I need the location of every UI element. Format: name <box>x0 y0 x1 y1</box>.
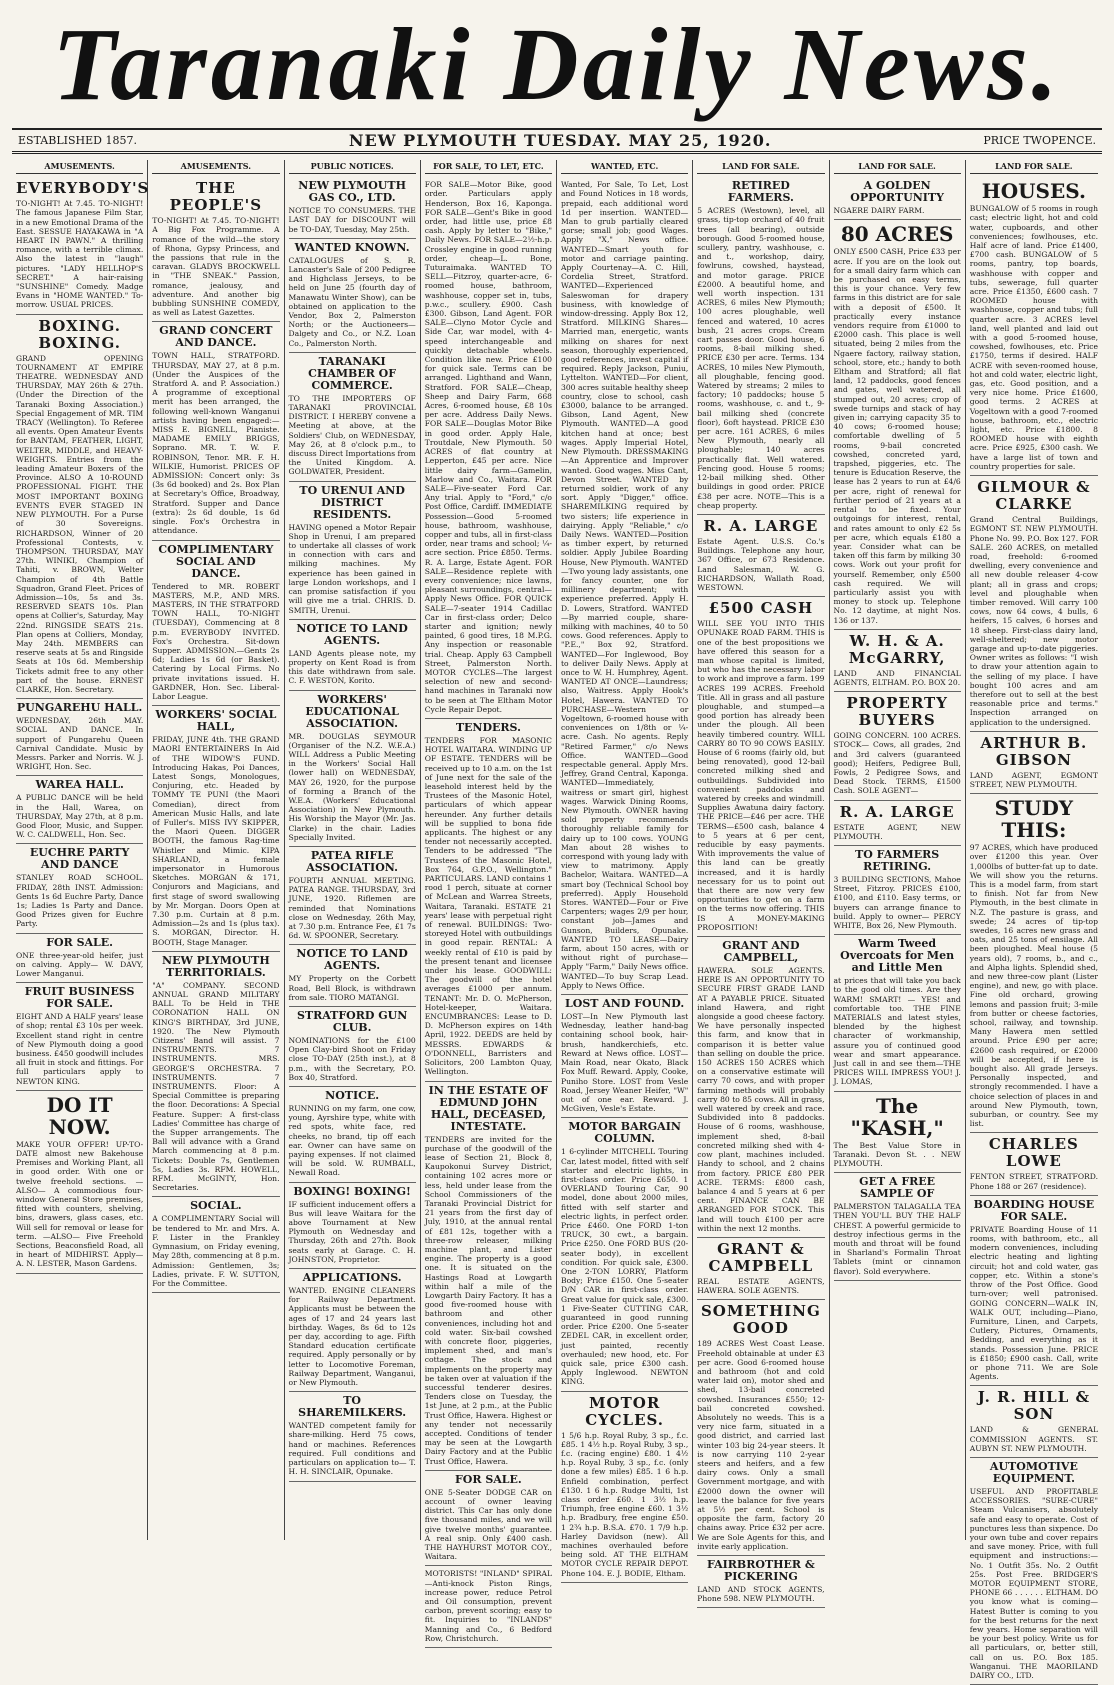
advertisement <box>16 934 143 984</box>
ad-body: HAVING opened a Motor Repair Shop in Urenui, I am prepared to undertake all classes of work in connection with cars and milking machines. My experience has been gained in large London workshops, and I can promise satisfaction if you will give me a trial. CHRIS. D. SMITH, Urenui. <box>288 522 416 615</box>
advertisement <box>152 322 279 540</box>
ad-title: GET A FREE SAMPLE OF <box>859 1175 936 1201</box>
advertisement <box>289 945 416 1007</box>
ad-body: PALMERSTON TALAGALLA TEA THEN YOU'LL BUY THE HALF CHEST. A powerful germicide to destroy infectious germs in the mouth and throat will be found in Sharland's Formalin Throat Tablets (mint or cinnamon flavor). Sold everywhere. <box>833 1202 961 1276</box>
column-7 <box>830 160 966 1540</box>
ad-title: TENDERS. <box>455 720 521 734</box>
advertisement <box>16 699 143 776</box>
ad-title: GILMOUR & CLARKE <box>977 478 1091 514</box>
ad-body: Tendered to MR. ROBERT MASTERS, M.P., AND MRS. MASTERS, IN THE STRATFORD TOWN HALL, TO-NIGHT (TUESDAY), Commencing at 8 p.m. EVERYBODY INVITED. Fox's Orchestra. Sit-down Supper. ADMISSION.—Gents 2s 6d; Ladies 1s 6d (or Basket). Catering by Local Firms. No private invitations issued. H. GARDNER, Hon. Sec. Liberal-Labor League. <box>152 581 280 701</box>
ad-title: WORKERS' EDUCATIONAL ASSOCIATION. <box>305 692 399 730</box>
ad-title: ARTHUR B. GIBSON <box>980 733 1088 769</box>
ad-body: 97 ACRES, which have produced over £1200 this year. Over 1,000lbs of butter-fat up to date. We will show you the returns. This is a model farm, from start to finish. Not far from New Plymouth, in the best climate in N.Z. The pasture is grass, and swede; 24 acres of tip-top swedes, 16 acres new grass and oats, and 25 tons of ensilage. All been ploughed. Meal house (5 years old), 7 rooms, b., and c., and Alpha lights. Splendid shed, and new three-cow plant (Lister engine), and new, go with place. Fine old orchard, growing lemons and passion fruit; 3-mile from butter or cheese factories, school, railway, and township. Many Hawera men settled around. Price £90 per acre; £2600 cash required, or £2000 will be accepted, if here is bought also. All grade Jerseys. Personally inspected, and strongly recommended. I have a choice selection of places in and around New Plymouth, town, suburban, or country. See my list. <box>969 843 1098 1129</box>
ad-body: A COMPLIMENTARY Social will be tendered to Mr. and Mrs. A. F. Lister in the Frankley Gymnasium, on Friday evening, May 28th, commencing at 8 p.m. Admission: Gentlemen, 3s; Ladies, private. F. W. SUTTON, For the Committee. <box>152 1214 280 1288</box>
ad-body: TENDERS FOR MASONIC HOTEL WAITARA. WINDING UP OF ESTATE. TENDERS will be received up to 10 a.m. on the 1st of June next for the sale of the leasehold interest held by the Trustees of the Masonic Hotel, particulars of which appear hereunder. Any further details will be supplied to bona fide applicants. The highest or any tender not necessarily accepted. Tenders to be addressed "The Trustees of the Masonic Hotel, Box 764, G.P.O., Wellington." PARTICULARS. LAND contains 1 rood 1 perch, situate at corner of McLean and Warrea Streets, Waitara, Taranaki. ESTATE 21 years' lease with perpetual right of renewal. BUILDINGS: Two-storeyed Hotel with outbuildings in good repair. RENTAL: A weekly rental of £10 is paid by the present tenant and licensee under his lease. GOODWILL: The goodwill of the hotel averages £1000 per annum. TENANT: Mr. D. O. McPherson, Hotel-keeper, Waitara. ENCUMBRANCES: Lease to D. D. McPherson expires on 14th April, 1922. DEEDS are held by MESSRS. EDWARDS & O'DONNELL, Barristers and Solicitors, 200 Lambton Quay, Wellington. <box>424 735 552 1077</box>
column-6 <box>693 160 829 1604</box>
ad-title: NOTICE TO LAND AGENTS. <box>296 621 408 647</box>
advertisement <box>697 1556 824 1608</box>
advertisement <box>834 801 961 846</box>
ad-body: GRAND OPENING TOURNAMENT AT EMPIRE THEATRE. WEDNESDAY AND THURSDAY, MAY 26th & 27th. (Under the Direction of the Taranaki Boxing Association.) Special Engagement of MR. TIM TRACY (Wellington). To Referee all events. Open Amateur Events for BANTAM, FEATHER, LIGHT, WELTER, MIDDLE, and HEAVY-WEIGHTS. Entries from the leading Amateur Boxers of the Province. ALSO A 10-ROUND PROFESSIONAL FIGHT. THE MOST IMPORTANT BOXING EVENTS EVER STAGED IN NEW PLYMOUTH. For a Purse of 30 Sovereigns. RICHARDSON, Winner of 20 Professional Contests, v. THOMPSON. THURSDAY, MAY 27th. WINIKI, Champion of Tahiti, v. BROWN, Welter Champion of 4th Battle Squadron, Grand Fleet. Prices of Admission—10s, 5s and 3s. RESERVED SEATS 10s. Plan opens at Collier's, Saturday, May 22nd. RINGSIDE SEATS 21s. Plan opens at Colliers, Monday, May 24th. MEMBERS can reserve seats at 5s and Ringside Seats at 10s 6d. Membership Tickets admit free to any other part of the house. ERNEST CLARKE, Hon. Secretary. <box>16 353 144 694</box>
ad-body: MOTORISTS! "INLAND" SPIRAL—Anti-knock Piston Rings, increase power, reduce Petrol and Oil consumption, prevent carbon, prevent scoring; easy to fit. Inquiries to "INLANDS" Manning and Co., 6 Bedford Row, Christchurch. <box>424 1569 552 1643</box>
ad-body: TO-NIGHT! At 7.45. TO-NIGHT! The famous Japanese Film Star, in a new Emotional Drama of the East. SESSUE HAYAKAWA in "A HEART IN PAWN." A thrilling romance, with a terrible climax. Also the latest in "laugh" pictures. "LADY HELLHOP'S SECRET." A hair-raising "SUNSHINE" Comedy. Madge Evans in "HOME WANTED." To-morrow. USUAL PRICES. <box>16 199 144 310</box>
ad-title: TO URENUI AND DISTRICT RESIDENTS. <box>299 483 405 521</box>
ad-body: TENDERS are invited for the purchase of the goodwill of the lease of Section 21, Block 8, Kaupokonui Survey District, containing 102 acres more or less, held under lease from the School Commissioners of the Taranaki Provincial District for 21 years from the first day of July, 1910, at the annual rental of £81 12s, together with a three-row releaser, milking machine plant, and Lister engine. The property is a good one. It is situated on the Hastings Road at Lowgarth within half a mile of the Lowgarth Dairy Factory. It has a good five-roomed house with bathroom and other conveniences, including hot and cold water. Six-bail cowshed with concrete floor, piggeries, implement shed, and man's cottage. The stock and implements on the property may be taken over at valuation if the successful tenderer desires. Tenders close on Tuesday, the 1st June, at 2 p.m., at the Public Trust Office, Hawera. Highest or any tender not necessarily accepted. Conditions of tender may be seen at the Lowgarth Dairy Factory and at the Public Trust Office, Hawera. <box>424 1134 552 1466</box>
ad-title: COMPLIMENTARY SOCIAL AND DANCE. <box>158 542 274 580</box>
advertisement <box>970 1196 1098 1386</box>
ad-title: NEW PLYMOUTH GAS CO., LTD. <box>298 179 406 205</box>
ad-title: BOXING! BOXING! <box>293 1184 411 1198</box>
advertisement <box>16 177 150 314</box>
ad-title: TARANAKI CHAMBER OF COMMERCE. <box>308 354 397 392</box>
ad-title: PATEA RIFLE ASSOCIATION. <box>306 848 398 874</box>
ad-title: WANTED KNOWN. <box>294 240 410 254</box>
ad-body: FENTON STREET, STRATFORD. Phone 188 or 267 (residence). <box>969 1172 1098 1191</box>
ad-title: MOTOR BARGAIN COLUMN. <box>568 1120 681 1146</box>
ad-title: HOUSES. <box>981 179 1086 204</box>
ad-body: ONE 5-Seater DODGE CAR on account of owner leaving district. This Car has only done five thousand miles, and we will give twelve months' guarantee. A real snip. Only £400 cash. THE HAYHURST MOTOR COY., Waitara. <box>424 1487 552 1562</box>
advertisement <box>289 1392 416 1481</box>
ad-body: 3 BUILDING SECTIONS, Mahoe Street, Fitzroy. PRICES £100, £100, and £110. Easy terms, or buyers can arrange finance to build. Apply to owner— PERCY WHITE, Box 26, New Plymouth. <box>833 874 961 930</box>
ad-body: LAND Agents please note, my property on Kent Road is from this date withdrawn from sale. C. F. WESTON, Korito. <box>288 648 416 686</box>
ad-title: STRATFORD GUN CLUB. <box>296 1008 408 1034</box>
ad-body: LAND AND FINANCIAL AGENTS, ELTHAM. P.O. BOX 20. <box>833 668 961 687</box>
advertisement <box>425 177 552 719</box>
advertisement <box>16 844 143 933</box>
ad-body: ONLY £500 CASH, Price £33 per acre. If you are on the look out for a small dairy farm which can be purchased on easy terms, this is your chance. Very few farms in this district are for sale with a deposit of £500. It practically every instance vendors require from £1000 to £2000 cash. This place is well situated, being 2 miles from the Ngaere factory, railway station, school, store, etc.; handy to both Eltham and Stratford; all flat land, 12 paddocks, good fences and gates, well watered, all stumped out, 20 acres; crop of swede turnips and stack of hay given in; carrying capacity 35 to 40 cows; 6-roomed house; comfortable dwelling of 5 rooms, 9-bail concreted cowshed, concreted yard, trapshed, piggeries, etc. The tenure is Education Reserve, the lease has 2 years to run at £4/6 per acre, right of renewal for further period of 21 years at a rental to be fixed. Your outgoings for interest, rental, and rates amount to only £2 5s per acre, which equals £180 a year. Consider what can be taken off this farm by milking 30 cows. Work out your profit for yourself. Remember, only £500 cash required. We will particularly assist you with money to stock up. Telephone No. 12 daytime, at night Nos. 136 or 137. <box>833 247 961 625</box>
advertisement <box>16 776 143 844</box>
advertisement <box>561 1392 688 1583</box>
ad-title: NOTICE. <box>325 1089 380 1102</box>
ad-body: PRIVATE Boarding House of 11 rooms, with bathroom, etc., all modern conveniences, including electric heating and lighting circuit; hot and cold water, gas copper, etc. Within a stone's throw of the Post Office. Good turn-over; well patronised. GOING CONCERN—WALK IN, WALK OUT, including—Piano, Furniture, Linen, and Carpets, Cutlery, Pictures, Ornaments, Bedding, and everything as it stands. Possession June. PRICE is £1850; £900 cash. Call, write or phone 711. We are Sole Agents. <box>969 1224 1098 1382</box>
column-3 <box>285 160 421 1540</box>
ad-body: 1 5/6 h.p. Royal Ruby, 3 sp., f.c. £85. 1 4½ h.p. Royal Ruby, 3 sp., f.c. (racing engine) £80. 1 4½ h.p. Royal Ruby, 3 sp., f.c. (only done a few miles) £85. 1 6 h.p. Enfield combination, perfect £130. 1 6 h.p. Rudge Multi, 1st class order £60. 1 3½ h.p. Triumph, free engine £60. 1 3½ h.p. Bradbury, free engine £50. 1 2¾ h.p. B.S.A. £70. 1 7/9 h.p. Harley Davidson (new). All machines overhauled before being sold. AT THE ELTHAM MOTOR CYCLE REPAIR DEPOT. Phone 104. E. J. BODIE, Eltham. <box>561 1430 689 1578</box>
ad-body: Wanted, For Sale, To Let, Lost and Found Notices in 18 words, prepaid, each additional word 1d per insertion. WANTED—Man to grub partially cleared gorse; small job; good Wages. Apply "X," News office. WANTED—Smart youth for motor and carriage painting. Apply Courtenay—A. C. Hill, Cordelia Street, Stratford. WANTED—Experienced Saleswoman for drapery business, with knowledge of window-dressing. Apply Box 12, Stratford. MILKING Shares—Married man, energetic, wants milking on shares for next season, thoroughly experienced, good references, invest capital if required. Reply Jackson, Puniu, Lyttelton. WANTED—For client, 300 acres suitable healthy sheep country, close to school, cash £3000, balance to be arranged. Gibson, Land Agent, New Plymouth. WANTED—A good kitchen hand at once; best wages. Apply Imperial Hotel, New Plymouth. DRESSMAKING—An Apprentice and Improver wanted. Good wages. Miss Cant, Devon Street. WANTED by returned soldier, work of any sort. Apply "Digger," office. SHAREMILKING required by two sisters; life experience in dairying. Apply "Reliable," c/o Daily News. WANTED—Position as timber expert, by returned soldier. Apply Jubilee Boarding House, New Plymouth. WANTED—Two young lady assistants, one for fancy counter, one for millinery department; with experience preferred. Apply H. D. Lowers, Stratford. WANTED—By married couple, share-milking with machines, 40 to 50 cows. Good references. Apply to "P.E.," Box 92, Stratford. WANTED—For Inglewood, Boy to deliver Daily News. Apply at once to W. H. Humphrey, Agent. WANTED AT ONCE—Laundress; also, Waitress. Apply Hook's Hotel, Hawera. WANTED TO PURCHASE—Western or Vogeltown, 6-roomed house with conveniences on 1/8th or ¼-acre. Cash. No agents. Reply "Retired Farmer," c/o News Office. WANTED—Good respectable general. Apply Mrs. Jeffrey, Grand Central, Kaponga. WANTED—Immediately, waitress or smart girl, highest wages. Warwick Dining Rooms, New Plymouth. OWNER having sold property recommends thoroughly reliable family for dairy up to 100 cows. YOUNG Man about 28 wishes to correspond with young lady with view to matrimony. Apply Bachelor, Waitara. WANTED—A smart boy (Technical School boy preferred). Apply Household Stores. WANTED—Four or Five Carpenters; wages 2/9 per hour, constant job—James and Gunson, Builders, Opunake. WANTED TO LEASE—Dairy farm, about 150 acres, with or without right of purchase—Apply "Farm," Daily News office. WANTED—To buy Scrap Lead. Apply to News Office. <box>561 180 689 990</box>
ad-body: NOMINATIONS for the £100 Open Clay-bird Shoot on Friday close TO-DAY (25th inst.), at 8 p.m., with the Secretary, P.O. Box 40, Stratford. <box>288 1035 416 1082</box>
ad-title: DO IT NOW. <box>46 1092 113 1139</box>
advertisement <box>561 1118 688 1391</box>
advertisement <box>970 1133 1098 1195</box>
advertisement <box>289 1269 416 1392</box>
advertisement <box>561 177 688 995</box>
advertisement <box>289 177 416 239</box>
ad-title: A GOLDEN OPPORTUNITY <box>850 179 944 205</box>
advertisement <box>425 719 552 1082</box>
issue-date: NEW PLYMOUTH TUESDAY. MAY 25, 1920. <box>348 131 772 150</box>
advertisement <box>834 1173 961 1281</box>
column-4 <box>421 160 557 1643</box>
advertisement <box>834 630 961 692</box>
advertisement <box>834 177 961 220</box>
ad-body: WEDNESDAY, 26th MAY. SOCIAL AND DANCE. In support of Pungarehu Queen Carnival Candidate. Music by Messrs. Parker and Norris. W. J. WRIGHT, Hon. Sec. <box>16 716 144 772</box>
ad-title: R. A. LARGE <box>839 802 955 821</box>
advertisement <box>834 1092 961 1174</box>
ad-title: GRANT & CAMPBELL <box>708 1239 814 1275</box>
ad-body: STANLEY ROAD SCHOOL. FRIDAY, 28th INST. Admission: Gents 1s 6d Euchre Party, Dance 1s; Ladies 1s Party and Dance. Good Prizes given for Euchre Party. <box>16 873 144 929</box>
ad-title: MOTOR CYCLES. <box>585 1393 665 1429</box>
ad-body: 1 6-cylinder MITCHELL Touring Car, latest model, fitted with self starter and electric lights, in first-class order. Price £650. 1 OVERLAND Touring Car, 90 model, done about 2000 miles, fitted with self starter and electric lights, in perfect order. Price £460. One FORD 1-ton TRUCK, 30 cwt., a bargain. Price £250. One FORD BUS (20-seater body), in excellent condition. For quick sale, £300. One 2-TON LORRY, Platform Body; Price £150. One 5-seater D/N CAR in first-class order. Great value for quick sale, £300. 1 Five-Seater CUTTING CAR, guaranteed in good running order. Price £200. One 5-seater ZEDEL CAR, in excellent order, just painted, recently overhauled; new hood, etc. For quick sale, price £300 cash. Apply Inglewood. NEWTON KING. <box>561 1147 689 1387</box>
advertisement <box>970 794 1098 1133</box>
ad-title: STUDY THIS: <box>994 796 1074 843</box>
ad-title: RETIRED FARMERS. <box>727 179 794 205</box>
advertisement <box>289 482 416 620</box>
ad-body: LAND AGENT, EGMONT STREET, NEW PLYMOUTH. <box>969 770 1098 789</box>
ad-body: LOST—In New Plymouth last Wednesday, leather hand-bag containing school book, hair-brush, handkerchiefs, etc. Reward at News office. LOST—Main Road, near Okato, Black Fox Muff. Reward. Apply, Cooke, Puniho Store. LOST from Vesle Road, Jersey Weaner Heifer, "W" out of one ear. Reward. J. McGiven, Vesle's Estate. <box>561 1012 689 1114</box>
ad-body: Grand Central Buildings, EGMONT ST. NEW PLYMOUTH. Phone No. 99. P.O. Box 127. FOR SALE. 260 ACRES, on metalled road, freehold: 6-roomed dwelling, every convenience and all new double releaser 4-cow plant; all in grass and crops; level and ploughable when timber removed. Will carry 100 cows, now 64 cows, 4 bulls, 6 heifers, 15 calves, 6 horses and 18 sheep. First-class dairy land, well-sheltered; new motor garage and up-to-date piggeries. Owner writes as follows: "I wish to draw your attention again to the selling of my place. I have bought 100 acres and am therefore out to sell at the best reasonable price and terms." Inspection arranged on application to the undersigned. <box>969 515 1098 727</box>
ad-title: BOARDING HOUSE FOR SALE. <box>973 1197 1095 1223</box>
advertisement <box>16 1091 143 1274</box>
column-heading: LAND FOR SALE. <box>970 160 1098 174</box>
ad-title: LOST AND FOUND. <box>565 997 685 1011</box>
ad-title: GRAND CONCERT AND DANCE. <box>159 324 273 350</box>
ad-title: J. R. HILL & SON <box>977 1388 1091 1424</box>
ad-title: WAREA HALL. <box>35 778 124 792</box>
ad-title: NEW PLYMOUTH TERRITORIALS. <box>162 953 270 979</box>
advertisement <box>834 935 961 1091</box>
columns-container <box>12 160 1102 1680</box>
ad-body: FRIDAY, JUNE 4th. THE GRAND MAORI ENTERTAINERS In Aid of THE WIDOW'S FUND. Introducing Hakas, Poi Dances, Latest Songs, Monologues, Conjuring, etc. Headed by TOMMY TE PUNI (the Maori Comedian), direct from American Music Halls, and late of Fuller's. MISS IVY SKIPPER, the Maori Queen. DIGGER BOOTH, the famous Rag-time Whistler and Mimic. KIPA SHARLAND, a female impersonator in Humorous Sketches. MORGAN & 171, Conjurors and Magicians, and first stage of sword swallowing by Mr. Morgan. Doors Open at 7.30 p.m. Curtain at 8 p.m. Admission—2s and 1s (plus tax). S. MORGAN, Director. H. BOOTH, Stage Manager. <box>152 735 280 947</box>
ad-title: IN THE ESTATE OF EDMUND JOHN HALL, DECEASED, INTESTATE. <box>428 1083 549 1133</box>
ad-title: W. H. & A. McGARRY, <box>848 631 946 667</box>
advertisement <box>425 1471 552 1567</box>
ad-body: Estate Agent. U.S.S. Co.'s Buildings. Telephone any hour, 367 Office, or 673 Residence. Land Salesman, W. G. RICHARDSON, Wallath Road, WESTOWN. <box>697 536 825 592</box>
ad-title: APPLICATIONS. <box>302 1271 402 1285</box>
ad-body: LAND AND STOCK AGENTS, Phone 598. NEW PLYMOUTH. <box>697 1585 825 1604</box>
advertisement <box>289 691 416 847</box>
ad-body: TO-NIGHT! At 7.45. TO-NIGHT! A Big Fox Programme. A romance of the wild—the story of Rhona, Gypsy Princess, and the passions that rule in the caravan. GLADYS BROCKWELL in "THE SNEAK." Passion, romance, jealousy, and adventure. And another big bubbling SUNSHINE COMEDY, as well as Latest Gazettes. <box>152 216 280 318</box>
ad-title: FRUIT BUSINESS FOR SALE. <box>24 985 135 1011</box>
ad-body: FOURTH ANNUAL MEETING. PATEA RANGE. THURSDAY, 3rd JUNE, 1920. Riflemen are reminded that Nominations close on Wednesday, 26th May, at 7.30 p.m. Entrance Fee, £1 7s 6d. W. SPOONER, Secretary. <box>288 875 416 941</box>
advertisement <box>425 1082 552 1471</box>
ad-title: THE PEOPLE'S <box>169 179 263 215</box>
ad-body: at prices that will take you back to the good old times. Are they WARM! SMART! — YES! and comfortable too. THE FINE MATERIALS and latest styles, blended by the highest character of workmanship, assure you of continued good wear and smart appearance. Just call in and see them—THE PRICES WILL IMPRESS YOU! J. J. LOMAS, <box>833 976 961 1087</box>
ad-body: "A" COMPANY. SECOND ANNUAL GRAND MILITARY BALL To be Held in THE CORONATION HALL ON KING'S BIRTHDAY, 3rd JUNE, 1920. The New Plymouth Citizens' Band will assist. 7 INSTRUMENTS. 7 INSTRUMENTS. MRS. GEORGE'S ORCHESTRA. 7 INSTRUMENTS. 7 INSTRUMENTS. Floor: A Special Committee is preparing the floor. Decorations: A Special Feature. Supper: A first-class Ladies' Committee has charge of the Supper arrangements. The Ball will advance with a Grand March commencing at 8 p.m. Tickets: Double 7s, Gentlemen 5s, Ladies 3s. RFM. HOWELL, RFM. McGINTY, Hon. Secretaries. <box>152 980 280 1193</box>
ad-body: The Best Value Store in Taranaki. Devon St. . . NEW PLYMOUTH. <box>833 1140 961 1169</box>
ad-title: TO SHAREMILKERS. <box>298 1394 407 1420</box>
ad-title: PROPERTY BUYERS <box>846 694 948 730</box>
ad-title: GRANT AND CAMPBELL, <box>722 939 800 965</box>
advertisement <box>16 315 143 700</box>
ad-title: £500 CASH <box>708 599 814 618</box>
advertisement <box>152 177 279 322</box>
ad-body: 5 ACRES (Westown), level, all grass, tip-top orchard of 40 fruit trees (all bearing), outside borough. Good 5-roomed house, scullery, pantry, washhouse, c. and t., workshop, dairy, fowlruns, cowshed, haystead, and motor garage. PRICE £2000. A beautiful home, and well worth inspection. 131 ACRES, 6 miles New Plymouth; 100 acres ploughable, well fenced and watered, 10 acres bush, 21 acres crops. Cream cart passes door. Good house, 6 rooms, 8-bail milking shed. PRICE £30 per acre. Terms. 134 ACRES, 10 miles New Plymouth, all ploughable, fencing good. Watered by streams; 2 miles to factory; 10 paddocks; house 5 rooms, washhouse, c. and t., 9-bail milking shed (concrete floor), 6oft haystead. PRICE £30 per acre. 161 ACRES, 6 miles New Plymouth, nearly all ploughable; 140 acres practically flat. Well watered. Fencing good. House 5 rooms; 12-bail milking shed. Other buildings in good order. PRICE £38 per acre. NOTE—This is a cheap property. <box>697 206 825 510</box>
ad-title: R. A. LARGE <box>703 516 819 535</box>
advertisement <box>970 476 1098 732</box>
established-note: ESTABLISHED 1857. <box>18 134 137 147</box>
price-note: PRICE TWOPENCE. <box>983 134 1096 147</box>
advertisement <box>697 597 824 937</box>
masthead <box>12 6 1102 124</box>
ad-body: FOR SALE—Motor Bike, good order. Particulars apply Henderson, Box 16, Kaponga. FOR SALE—Gent's Bike in good order, had little use, price £8 cash. Apply by letter to "Bike," Daily News. FOR SALE—2½-h.p. Crossley engine in good running order, cheap—L. Bone, Tuturaimaka. WANTED TO SELL—Fitzroy, quarter-acre, 6-roomed house, bathroom, washhouse, copper set in, tubs, p.w.c., scullery. £900. Cash £300. Gibson, Land Agent. FOR SALE—Clyno Motor Cycle and Side Car, war model, with 4-speed interchangeable and quickly detachable wheels. Condition like new. Price £100 for quick sale. Terms can be arranged. Lighthand and Wann, Stratford. FOR SALE—Cheap, Sheep and Dairy Farm, 668 Acres, 6-roomed house, £8 10s per acre. Address Daily News. FOR SALE—Douglas Motor Bike in good order. Apply Hale, Troutdale, New Plymouth. 50 ACRES of flat country at Lepperton, £45 per acre. Nice little dairy farm—Gamelin, Marlow and Co., Waitara. FOR SALE—Five-seater Ford Car. Any trial. Apply to "Ford," c/o Post Office, Cardiff. IMMEDIATE Possession—Good 5-roomed house, bathroom, washhouse, copper and tubs, all in first-class order, near trams and school; ¼-acre section. Price £850. Terms. R. A. Large, Estate Agent. FOR SALE—Residence replete with every convenience; nice lawns, pleasant surroundings, central—Apply News Office. FOR QUICK SALE—7-seater 1914 Cadillac Car in first-class order; Delco starter and ignition; newly painted, 6 good tires, 18 M.P.G. Any inspection or reasonable trial. Cheap. Apply 63 Campbell Street, Palmerston North. MOTOR CYCLES—The largest selection of new and second-hand machines in Taranaki now to be seen at The Eltham Motor Cycle Repair Depot. <box>424 180 552 714</box>
advertisement <box>834 220 961 629</box>
advertisement <box>697 1300 824 1556</box>
advertisement <box>970 1386 1098 1458</box>
column-1 <box>12 160 148 1540</box>
ad-title: EVERYBODY'S <box>16 179 150 198</box>
advertisement <box>970 732 1098 794</box>
ad-body: CATALOGUES of S. R. Lancaster's Sale of 200 Pedigree and Highclass Jerseys, to be held on June 25 (fourth day of Manawatu Winter Show), can be obtained on application to the Vendor, Box 2, Palmerston North; or the Auctioneers—Dalgety and Co., or N.Z. Loan Co., Palmerston North. <box>288 255 416 348</box>
ad-body: 189 ACRES West Coast Lease. Freehold obtainable at under £3 per acre. Good 6-roomed house and bathroom (hot and cold water laid on), motor shed and shed, 13-bail concreted cowshed. Insurances £550; 12-bail concreted cowshed. Absolutely no weeds. This is a very nice farm, situated in a good district, and carried last winter 103 big 24-year steers. It is now carrying 110 2-year steers and heifers, and a few dairy cows. Only a small Government mortgage, and with £2000 down the owner will leave the balance for five years at 5½ per cent. School is opposite the farm, factory 20 chains away. Price £32 per acre. We are Sole Agents for this, and invite early application. <box>697 1339 825 1551</box>
column-heading: LAND FOR SALE. <box>834 160 961 174</box>
ad-title: CHARLES LOWE <box>988 1135 1079 1171</box>
ad-body: WANTED competent family for share-milking. Herd 75 cows, hand or machines. References required. Full conditions and particulars on application to— T. H. H. SINCLAIR, Opunake. <box>288 1421 416 1477</box>
advertisement <box>834 692 961 800</box>
column-5 <box>557 160 693 1578</box>
advertisement <box>970 177 1098 476</box>
column-heading: LAND FOR SALE. <box>697 160 824 174</box>
ad-body: TOWN HALL, STRATFORD. THURSDAY, MAY 27, at 8 p.m. (Under the Auspices of the Stratford A. and P. Association.) A programme of exceptional merit has been arranged, the following well-known Wanganui artists having been engaged:— MISS E. BIGNELL, Pianiste. MADAME EMILY BRIGGS, Soprano. MR. T. W. F. ROBINSON, Tenor. MR. F. H. WILKIE, Humorist. PRICES OF ADMISSION: Concert only: 3s (3s 6d booked) and 2s. Box Plan at Secretary's Office, Broadway, Stratford. Supper and Dance (extra): 2s 6d double, 1s 6d single. Fox's Orchestra in attendance. <box>152 351 280 536</box>
ad-title: FOR SALE. <box>454 1472 522 1486</box>
ad-body: ONE three-year-old heifer, just on calving. Apply— W. DAVY, Lower Manganui. <box>16 950 144 979</box>
advertisement <box>834 846 961 935</box>
ad-title: The "KASH," <box>850 1093 944 1140</box>
ad-body: BUNGALOW of 5 rooms in rough cast; electric light, hot and cold water, cupboards, and other conveniences; fowlhouses, etc. Half acre of land. Price £1400, £700 cash. BUNGALOW of 5 rooms, pantry, top boards, washhouse with copper and tubs, sewerage, full quarter acre. Price £1350, £600 cash. 7 ROOMED house with washhouse, copper and tubs; full quarter acre. 3 ACRES level land, well planted and laid out with a good 5-roomed house, cowshed, fowlhouses, etc. Price £1750, terms if desired. HALF ACRE with seven-roomed house, hot and cold water, electric light, gas, etc. Good position, and a very nice home. Price £1600, good terms. 2 ACRES at Vogeltown with a good 7-roomed house, bathroom, etc., electric light, etc. Price £1800. 8 ROOMED house with eighth acre. Price £925, £300 cash. We have a large list of town and country properties for sale. <box>969 204 1098 471</box>
advertisement <box>152 541 279 707</box>
newspaper-title: Taranaki Daily News. <box>52 7 1062 122</box>
advertisement <box>697 937 824 1238</box>
advertisement <box>289 847 416 945</box>
ad-body: EIGHT AND A HALF years' lease of shop; rental £3 10s per week. Excellent stand right in centre of New Plymouth doing a good business. £450 goodwill includes all fruit in stock and fittings. For full particulars apply to NEWTON KING. <box>16 1012 144 1086</box>
ad-body: TO THE IMPORTERS OF TARANAKI PROVINCIAL DISTRICT. I HEREBY convene a Meeting at above, at the Soldiers' Club, on WEDNESDAY, May 26, at 8 o'clock p.m., to discuss Direct Importations from the United Kingdom. A. GOLDWATER, President. <box>288 393 416 477</box>
ad-body: NGAERE DAIRY FARM. <box>833 206 925 216</box>
advertisement <box>697 177 824 515</box>
ad-title: Warm Tweed Overcoats for Men and Little Men <box>840 937 955 975</box>
ad-title: 80 ACRES <box>840 222 954 247</box>
advertisement <box>289 620 416 691</box>
ad-body: A PUBLIC DANCE will be held in the Hall, Warea, on THURSDAY, May 27th, at 8 p.m. Good Floor, Music, and Supper. W. C. CALDWELL, Hon. Sec. <box>16 793 144 840</box>
advertisement <box>289 353 416 482</box>
ad-body: ESTATE AGENT, NEW PLYMOUTH. <box>833 822 961 841</box>
ad-title: WORKERS' SOCIAL HALL, <box>155 708 277 734</box>
ad-body: LAND & GENERAL COMMISSION AGENTS. ST. AUBYN ST. NEW PLYMOUTH. <box>969 1425 1098 1453</box>
advertisement <box>289 1183 416 1269</box>
ad-title: AUTOMOTIVE EQUIPMENT. <box>989 1459 1078 1485</box>
advertisement <box>561 995 688 1118</box>
dateline <box>12 128 1102 154</box>
ad-title: SOCIAL. <box>190 1199 242 1213</box>
ad-body: WANTED. ENGINE CLEANERS for Railway Department. Applicants must be between the ages of 17 and 24 years last birthday. Wages, 8s 6d to 12s per day, according to age. Fifth Standard education certificate required. Apply personally or by letter to Locomotive Foreman, Railway Department, Wanganui, or New Plymouth. <box>288 1286 416 1388</box>
ad-body: MAKE YOUR OFFER! UP-TO-DATE almost new Bakehouse Premises and Working Plant, all in good order. With one or twelve freehold sections. —ALSO— A commodious four-window General Store premises, fitted with counters, shelving, bins, drawers, glass cases, etc. Will sell for removal or lease for term. —ALSO— Five Freehold Sections, Beaconsfield Road, all in heart of MIDHIRST. Apply— A. N. LESTER, Mason Gardens. <box>16 1139 144 1269</box>
advertisement <box>697 1238 824 1300</box>
advertisement <box>289 239 416 353</box>
advertisement <box>697 515 824 597</box>
ad-body: WILL SEE YOU INTO THIS OPUNAKE ROAD FARM. THIS is one of the best propositions we have offered this season for a man whose capital is limited, but who has the necessary labor to work and improve a farm. 199 ACRES 199 ACRES. Freehold Title. All in grass and all pasture ploughable, and stumped—a good portion has already been under the plough. All been heavily timbered country. WILL CARRY 80 TO 90 COWS EASILY. House of 6 rooms (fairly old, but being renovated), good 12-bail concreted milking shed and outbuildings. Subdivided into convenient paddocks and watered by creeks and windmill. Supplies Awatuna dairy factory. THE PRICE—£46 per acre. THE TERMS—£500 cash, balance 4 to 5 years at 6 per cent, reducible by easy payments. With improvements the value of this land can be greatly increased, and it is hardly necessary for us to point out that there are now very few opportunities to get on a farm on the terms now offering. THIS IS A MONEY-MAKING PROPOSITION! <box>697 619 825 932</box>
advertisement <box>16 983 143 1091</box>
column-heading: AMUSEMENTS. <box>152 160 279 174</box>
advertisement <box>289 1007 416 1087</box>
ad-title: EUCHRE PARTY AND DANCE <box>29 846 130 872</box>
ad-body: IF sufficient inducement offers a Bus will leave Waitara for the above Tournament at New Plymouth on Wednesday and Thursday, 26th and 27th. Book seats early at Garage. C. H. JOHNSTON, Proprietor. <box>288 1199 416 1264</box>
ad-body: GOING CONCERN. 100 ACRES. STOCK— Cows, all grades, 2nd and 3rd calvers (guaranteed good); Heifers, Pedigree Bull, Fowls, 2 Pedigree Sows, and Dead Stock. TERMS, £1500 Cash. SOLE AGENT— <box>833 731 961 796</box>
ad-title: FOR SALE. <box>46 935 114 949</box>
ad-body: USEFUL AND PROFITABLE ACCESSORIES. "SURE-CURE" Steam Vulcanisers, absolutely safe and easy to operate. Cost of punctures less than sixpence. Do your own tube and cover repairs and save money. Price, with full equipment and instructions:— No. 1 Outfit 35s. No. 2 Outfit 25s. Post Free. BRIDGER'S MOTOR EQUIPMENT STORE, PHONE 66 . . . . . . ELTHAM. DO you know what is coming—Hatest Butter is coming to you for the best returns for the next few years. Home separation will be your best policy. Write us for all particulars, or, better still, call on us. P.O. Box 185. Wanganui. THE MAORILAND DAIRY CO., LTD. <box>969 1486 1098 1680</box>
ad-title: SOMETHING GOOD <box>700 1302 821 1338</box>
column-8 <box>966 160 1102 1680</box>
ad-title: FAIRBROTHER & PICKERING <box>706 1558 815 1583</box>
ad-title: PUNGAREHU HALL. <box>16 701 143 715</box>
ad-title: BOXING. BOXING. <box>38 316 121 352</box>
column-heading: WANTED, ETC. <box>561 160 688 174</box>
ad-body: REAL ESTATE AGENTS, HAWERA. SOLE AGENTS. <box>697 1276 825 1296</box>
advertisement <box>970 1458 1098 1685</box>
ad-body: HAWERA. SOLE AGENTS. HERE IS AN OPPORTUNITY TO SECURE FIRST GRADE LAND AT A PAYABLE PRICE. Situated inland Hawera, and right alongside a good cheese factory. We have personally inspected this farm, and know that in comparison it is better value than selling on double the price. 150 ACRES 150 ACRES which on a conservative estimate will carry 70 cows, and with proper farming methods will probably carry 80 to 85 cows. All in grass, well watered by creek and race. Subdivided into 8 paddocks. House of 6 rooms, washhouse, implement shed, 8-bail concreted milking shed with 4-cow plant, machines included. Handy to school, and 2 chains from factory. PRICE £80 PER ACRE. TERMS: £800 cash, balance 4 and 5 years at 6 per cent. FINANCE CAN BE ARRANGED FOR STOCK. This land will touch £100 per acre within the next 12 months. <box>697 966 825 1233</box>
ad-title: TO FARMERS RETIRING. <box>855 847 940 873</box>
ad-body: MY Property on the Corbett Road, Bell Block, is withdrawn from sale. TIORO MATANGI. <box>288 974 416 1002</box>
advertisement <box>152 952 279 1198</box>
advertisement <box>152 1197 279 1293</box>
ad-body: MR. DOUGLAS SEYMOUR (Organiser of the N.Z. W.E.A.) WILL Address a Public Meeting in the Workers' Social Hall (lower hall) on WEDNESDAY, MAY 26, 1920, for the purpose of forming a Branch of the W.E.A. (Workers' Educational Association) in New Plymouth. His Worship the Mayor (Mr. Jas. Clarke) in the chair. Ladies Specially Invited. <box>288 731 416 842</box>
advertisement <box>152 706 279 952</box>
advertisement <box>289 1087 416 1183</box>
column-2 <box>148 160 284 1540</box>
ad-title: NOTICE TO LAND AGENTS. <box>296 947 408 973</box>
column-heading: FOR SALE, TO LET, ETC. <box>425 160 552 174</box>
column-heading: PUBLIC NOTICES. <box>289 160 416 174</box>
ad-body: NOTICE TO CONSUMERS. THE LAST DAY for DISCOUNT will be TO-DAY, Tuesday, May 25th. <box>288 206 416 234</box>
ad-body: RUNNING on my farm, one cow, young, Ayrshire type, white with red spots, white face, red cheeks, no brand, tip off each ear. Owner can have same on paying expenses. If not claimed will be sold. W. RUMBALL, Newall Road. <box>288 1104 416 1178</box>
column-heading: AMUSEMENTS. <box>16 160 143 174</box>
advertisement <box>425 1566 552 1648</box>
